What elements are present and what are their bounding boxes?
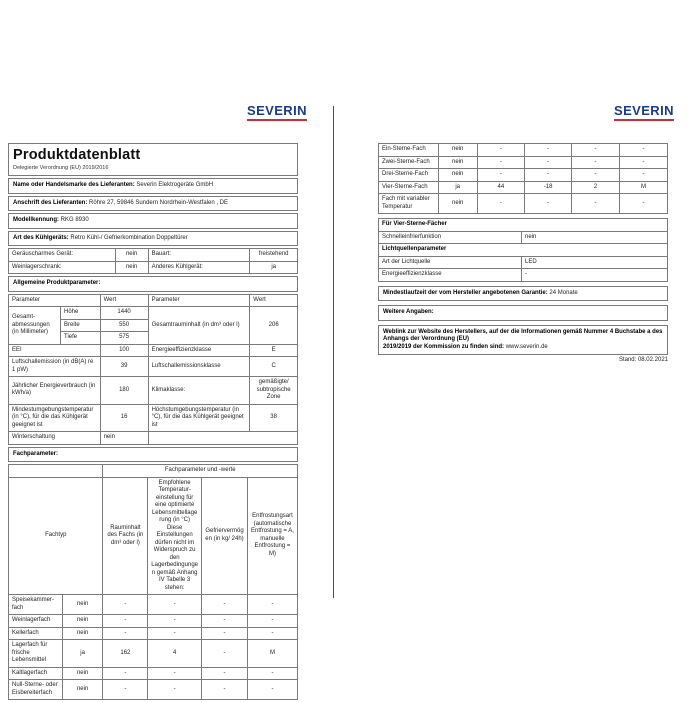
compartment-value: 2 <box>572 181 620 194</box>
compartment-value: - <box>619 156 667 169</box>
light-efficiency-label: Energieeffizienzklasse <box>379 269 522 282</box>
weblink-url: www.severin.de <box>505 343 548 350</box>
warranty-label: Mindestlaufzeit der vom Hersteller angebotenen Garantie: <box>383 289 548 296</box>
compartment-value: - <box>572 144 620 157</box>
column-header: Wert <box>250 294 298 307</box>
compartment-value: - <box>103 615 148 628</box>
compartment-value: - <box>103 627 148 640</box>
param-label: Jährlicher Energieverbrauch (in kWh/a) <box>9 377 101 405</box>
model-id-row <box>8 213 298 229</box>
table-row <box>379 181 668 194</box>
compartment-present: nein <box>62 627 103 640</box>
empty-cell <box>9 465 103 478</box>
table-row <box>379 156 668 169</box>
table-header-row <box>9 477 298 595</box>
compartment-type: Zwei-Sterne-Fach <box>379 156 439 169</box>
compartment-type: Drei-Sterne-Fach <box>379 169 439 182</box>
compartment-value: - <box>202 595 248 615</box>
table-row <box>9 307 298 320</box>
table-row <box>379 169 668 182</box>
compartment-present: ja <box>62 640 103 668</box>
compartment-value: 44 <box>477 181 525 194</box>
compartment-table <box>8 464 298 700</box>
compartment-value: - <box>247 627 297 640</box>
param-label: Luftschallemission (in dB(A) re 1 pW) <box>9 357 101 377</box>
supplier-name-value: Severin Elektrogeräte GmbH <box>136 182 214 188</box>
param-value: nein <box>100 432 148 445</box>
compartment-value: - <box>477 194 525 214</box>
table-row <box>9 377 298 405</box>
compartment-value: - <box>477 169 525 182</box>
param-label: Geräuscharmes Gerät: <box>9 249 116 262</box>
supplier-name-label: Name oder Handelsmarke des Lieferanten: <box>13 182 135 188</box>
table-row <box>379 244 668 257</box>
table-row <box>9 667 298 680</box>
compartment-value: - <box>525 156 572 169</box>
param-value: nein <box>115 261 148 274</box>
section-compartment-parameters: Fachparameter: <box>8 447 298 463</box>
section-general-parameters: Allgemeine Produktparameter: <box>8 276 298 292</box>
column-header-empfohlene-temperatur: Empfohlene Temperatur- einstellung für eine optimierte Lebensmittellagerung (in °C) Diese Einstellungen dürfen nicht im Widerspruch zu den Lagerbedingungen gemäß Anhang IV Tabelle 3 stehen: <box>148 477 202 595</box>
compartment-type: Ein-Sterne-Fach <box>379 144 439 157</box>
document-title: Produktdatenblatt <box>13 147 141 163</box>
param-value: E <box>250 344 298 357</box>
quick-freeze-value: nein <box>522 231 668 244</box>
table-row <box>9 640 298 668</box>
light-type-label: Art der Lichtquelle <box>379 256 522 269</box>
param-value: 39 <box>100 357 148 377</box>
column-header-entfrostungsart: Entfrostungsart (automatische Entfrostung = A, manuelle Entfrostung = M) <box>247 477 297 595</box>
severin-logo-text: SEVERIN <box>614 103 674 118</box>
dimension-name: Breite <box>61 319 101 332</box>
column-header: Parameter <box>148 294 250 307</box>
table-header-row <box>9 465 298 478</box>
document-page-left <box>8 143 298 702</box>
param-label: EEI <box>9 344 101 357</box>
compartment-value: - <box>247 680 297 700</box>
severin-logo-text: SEVERIN <box>247 103 307 118</box>
compartment-value: 162 <box>103 640 148 668</box>
compartment-value: - <box>247 667 297 680</box>
param-value: gemäßigte/ subtropische Zone <box>250 377 298 405</box>
param-value: nein <box>115 249 148 262</box>
document-page-right <box>378 143 668 357</box>
table-row <box>9 261 298 274</box>
compartment-value: - <box>202 667 248 680</box>
compartment-value: - <box>148 667 202 680</box>
compartment-value: - <box>477 156 525 169</box>
general-parameters-table <box>8 294 298 445</box>
compartment-value: - <box>247 615 297 628</box>
compartment-type: Kellerfach <box>9 627 63 640</box>
compartment-type: Kaltlagerfach <box>9 667 63 680</box>
param-value: C <box>250 357 298 377</box>
appliance-type-label: Art des Kühlgeräts: <box>13 234 69 241</box>
compartment-value: - <box>619 144 667 157</box>
compartment-value: - <box>148 615 202 628</box>
param-value: freistehend <box>250 249 298 262</box>
compartment-present: nein <box>438 169 477 182</box>
param-label: Gesamtrauminhalt (in dm³ oder l) <box>148 307 250 345</box>
compartment-value: - <box>148 680 202 700</box>
light-type-value: LED <box>522 256 668 269</box>
table-row <box>379 256 668 269</box>
table-row <box>379 144 668 157</box>
compartment-value: - <box>525 144 572 157</box>
compartment-type: Weinlagerfach <box>9 615 63 628</box>
table-row <box>379 194 668 214</box>
dimension-value: 575 <box>100 332 148 345</box>
compartment-value: - <box>103 667 148 680</box>
weblink-label: 2019/2019 der Kommission zu finden sind: <box>383 343 505 350</box>
section-light-source: Lichtquellenparameter <box>379 244 668 257</box>
compartment-value: - <box>572 156 620 169</box>
param-value: 206 <box>250 307 298 345</box>
column-header-rauminhalt: Rauminhalt des Fachs (in dm³ oder l) <box>103 477 148 595</box>
param-label: Weinlagerschrank: <box>9 261 116 274</box>
compartment-present: nein <box>62 667 103 680</box>
quick-freeze-label: Schnelleinfrierfunktion <box>379 231 522 244</box>
supplier-address-row <box>8 196 298 212</box>
compartment-value: - <box>202 640 248 668</box>
general-pairs-table <box>8 248 298 274</box>
dimension-value: 550 <box>100 319 148 332</box>
compartment-present: nein <box>438 194 477 214</box>
compartment-table-continued <box>378 143 668 214</box>
dimension-name: Höhe <box>61 307 101 320</box>
compartment-value: - <box>477 144 525 157</box>
compartment-value: - <box>103 595 148 615</box>
weblink-label: Weblink zur Website des Herstellers, auf der die Informationen gemäß Nummer 4 Buchstabe a des Anhangs der Verordnung (EU) <box>383 328 663 342</box>
column-header-gefriervermoegen: Gefriervermögen (in kg/ 24h) <box>202 477 248 595</box>
column-header: Wert <box>100 294 148 307</box>
param-label: Klimaklasse: <box>148 377 250 405</box>
param-label: Energieeffizienzklasse <box>148 344 250 357</box>
compartment-value: - <box>572 194 620 214</box>
appliance-type-row <box>8 231 298 247</box>
four-star-and-light-table <box>378 218 668 282</box>
param-label: Höchstumgebungstemperatur (in °C), für die das Kühlgerät geeignet ist <box>148 404 250 432</box>
compartment-value: - <box>202 615 248 628</box>
param-label: Mindestumgebungstemperatur (in °C), für die das Kühlgerät geeignet ist <box>9 404 101 432</box>
table-header-row <box>9 294 298 307</box>
compartment-value: - <box>619 194 667 214</box>
compartment-type: Null-Sterne- oder Eisbereiterfach <box>9 680 63 700</box>
table-row <box>9 680 298 700</box>
dimensions-label: Gesamt- abmessungen (in Millimeter) <box>9 307 61 345</box>
document-date: Stand: 08.02.2021 <box>618 357 668 363</box>
table-row <box>9 432 298 445</box>
compartment-value: - <box>202 627 248 640</box>
supplier-address-label: Anschrift des Lieferanten: <box>13 199 88 206</box>
compartment-present: nein <box>438 156 477 169</box>
section-four-star: Für Vier-Sterne-Fächer <box>379 219 668 232</box>
appliance-type-value: Retro Kühl-/ Gefrierkombination Doppeltürer <box>70 234 188 241</box>
empty-cell <box>148 432 297 445</box>
model-id-label: Modellkennung: <box>13 217 59 223</box>
param-value: 16 <box>100 404 148 432</box>
compartment-value: - <box>148 595 202 615</box>
table-row <box>379 231 668 244</box>
weblink-row <box>378 325 668 356</box>
light-efficiency-value: - <box>522 269 668 282</box>
compartment-type: Vier-Sterne-Fach <box>379 181 439 194</box>
compartment-values-header: Fachparameter und -werte <box>103 465 298 478</box>
table-row <box>9 615 298 628</box>
dimension-value: 1440 <box>100 307 148 320</box>
severin-logo <box>247 104 307 121</box>
dimension-name: Tiefe <box>61 332 101 345</box>
param-value: ja <box>250 261 298 274</box>
compartment-value: - <box>572 169 620 182</box>
regulation-subtitle: Delegierte Verordnung (EU) 2019/2016 <box>13 165 109 171</box>
table-row <box>379 269 668 282</box>
compartment-type: Fach mit variabler Temperatur <box>379 194 439 214</box>
column-header-fachtyp: Fachtyp <box>9 477 103 595</box>
table-row <box>9 249 298 262</box>
model-id-value: RKG 8930 <box>60 217 89 223</box>
param-label: Winterschaltung <box>9 432 101 445</box>
compartment-value: M <box>619 181 667 194</box>
compartment-value: - <box>525 169 572 182</box>
compartment-present: nein <box>62 615 103 628</box>
title-box <box>8 143 298 176</box>
table-row <box>9 627 298 640</box>
supplier-address-value: Röhre 27, 59846 Sundern Nordrhein-Westfalen , DE <box>89 199 229 206</box>
warranty-value: 24 Monate <box>549 289 578 296</box>
compartment-value: - <box>619 169 667 182</box>
table-row <box>9 344 298 357</box>
compartment-type: Lagerfach für frische Lebensmittel <box>9 640 63 668</box>
compartment-present: nein <box>62 680 103 700</box>
table-row <box>9 404 298 432</box>
param-label: Luftschallemissionsklasse <box>148 357 250 377</box>
compartment-present: nein <box>438 144 477 157</box>
compartment-value: 4 <box>148 640 202 668</box>
supplier-name-row <box>8 178 298 194</box>
compartment-present: ja <box>438 181 477 194</box>
compartment-value: M <box>247 640 297 668</box>
compartment-present: nein <box>62 595 103 615</box>
table-row <box>9 595 298 615</box>
compartment-value: -18 <box>525 181 572 194</box>
param-value: 100 <box>100 344 148 357</box>
param-value: 180 <box>100 377 148 405</box>
compartment-value: - <box>148 627 202 640</box>
compartment-value: - <box>103 680 148 700</box>
param-value: 38 <box>250 404 298 432</box>
column-header: Parameter <box>9 294 101 307</box>
warranty-row <box>378 286 668 302</box>
param-label: Bauart: <box>148 249 250 262</box>
compartment-value: - <box>247 595 297 615</box>
table-row <box>379 219 668 232</box>
section-more-info: Weitere Angaben: <box>378 305 668 321</box>
severin-logo <box>614 104 674 121</box>
compartment-type: Speisekammer- fach <box>9 595 63 615</box>
compartment-value: - <box>202 680 248 700</box>
table-row <box>9 357 298 377</box>
param-label: Anderes Kühlgerät: <box>148 261 250 274</box>
page-divider <box>333 106 334 598</box>
compartment-value: - <box>525 194 572 214</box>
